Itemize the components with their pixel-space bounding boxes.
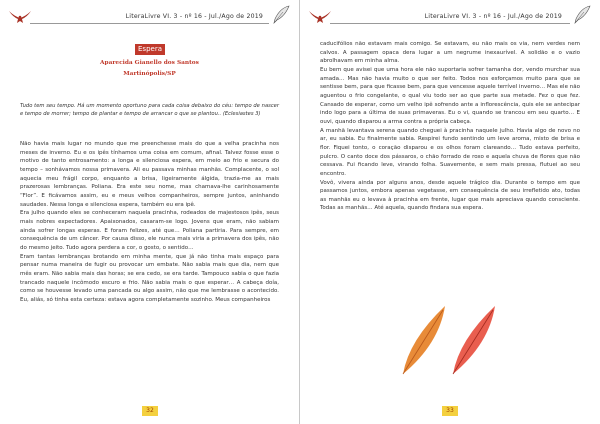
right-page <box>300 0 600 424</box>
epigraph: Tudo tem seu tempo. Há um momento oportuno para cada coisa debaixo do céu: tempo de nascer e tempo de morrer; tempo de plantar e tempo de arrancar o que se plantou.. (Eclesiastes 3) <box>20 103 279 117</box>
header-rule <box>330 23 570 24</box>
orange-feather-icon <box>403 306 445 374</box>
header-rule <box>30 23 269 24</box>
author-name: Aparecida Gianello dos Santos <box>100 60 199 66</box>
quill-icon <box>271 5 291 25</box>
author-place: Martinópolis/SP <box>123 71 176 77</box>
article-body <box>320 40 580 213</box>
page-number: 33 <box>442 406 458 416</box>
paragraph: Eram tantas lembranças brotando em minha mente, que já não tinha mais espaço para pensar numa maneira de fugir ou provocar um embate. Não sabia mais que dia, nem que mês eram. Não sabia mais das horas; se era cedo, se era tarde. Tampouco sabia o que fazia trancado naquele incômodo escuro e frio. Não sabia mais o que esperar… A cabeça doía, como se houvesse levado uma pancada ou algo assim, não que me lembrasse o acontecido. Eu, aliás, só tinha esta certeza: estava agora completamente sozinho. Meus companheiros <box>20 253 279 303</box>
red-feather-icon <box>453 306 495 374</box>
page-number: 32 <box>142 406 158 416</box>
paragraph: Não havia mais lugar no mundo que me preenchesse mais do que a velha pracinha nos meses de inverno. Eu e os ipês tínhamos uma coisa em comum, afinal. Talvez fosse esse o motivo de tanto entrosamento: a longa e silenciosa espera, em meio ao frio e secura do tempo – sonhávamos nossa primavera. Ali eu passava minhas manhãs. Complacente, o sol aquecia meu frágil corpo, enquanto a brisa, ligeiramente álgida, trazia-me as mais prazerosas lembranças. Poliana. Era este seu nome, mas chamava-lhe carinhosamente “Flor”. E ficávamos assim, eu e meus velhos companheiros, sempre juntos, aninhando saudades. Nessa longa e silenciosa espera, também eu era ipê. <box>20 141 279 208</box>
bird-emblem-icon <box>8 7 32 25</box>
bird-emblem-icon <box>308 7 332 25</box>
article-body <box>20 140 279 304</box>
feathers-icon <box>395 300 505 380</box>
paragraph: A manhã levantava serena quando cheguei à pracinha naquele julho. Havia algo de novo no ar, eu sabia. Eu finalmente sabia. Respirei fundo sentindo um leve aroma, misto de brisa e flor. Fiquei tonto, o coração disparou e os olhos foram clareando… Tudo estava perfeito, pulcro. O canto doce dos pássaros, o chão forrado de roxo e aquela chuva de flores que não cessava. Fui ficando leve, virando folha. Suavemente, e sem mais pressa, flutuei ao seu encontro. <box>320 127 580 177</box>
paragraph: caducifólios não estavam mais comigo. Se estavam, eu não mais os via, nem verdes nem calvos. A passagem opaca dera lugar a um negrume inexaurível. A solidão e o vazio abrolhavam em minha alma. <box>320 41 580 65</box>
paragraph: Era julho quando eles se conheceram naquela pracinha, rodeados de majestosos ipês, seus mais nobres expectadores. Apaixonados, casaram-se logo. Jovens que eram, não sabiam ainda sofrer longas esperas. E foram felizes, até que… Poliana partiria. Para sempre, em consequência de um câncer. Por causa disso, ele nunca mais viria a primavera dos ipês, não do mesmo jeito. Tudo agora perdera a cor, o gosto, o sentido… <box>20 210 279 251</box>
header-text: LiteraLivre VI. 3 - nº 16 - Jul./Ago de 2019 <box>424 13 562 20</box>
paragraph: Eu bem que avisei que uma hora ele não suportaria sofrer tamanha dor, vendo murchar sua amada… Mas não havia muito o que ser feito. Todos nos esforçamos muito para que se sentisse bem, para que ficasse bem, para que vencesse aquele terrível inverno… Mas ele não aguentou o frio congelante, o qual viu todo ser ao que parte sua metade. Fez o que fez. Cansado de esperar, como um velho ipê sofrendo ante a inflorescência, quis ele se antecipar indo logo para a última de suas primaveras. Eu o vi, quando se trancou em seu quarto… E ouvi, quando disparou a arma contra a própria cabeça. <box>320 66 580 125</box>
quill-icon <box>572 5 592 25</box>
page-header <box>308 5 592 29</box>
paragraph: Vovô, vivera ainda por alguns anos, desde aquele trágico dia. Durante o tempo em que passamos juntos, embora apenas vegetasse, em consequência de seu irrefletido ato, todas as manhãs eu o levava à pracinha em frente, lugar que mais apreciava quando consciente. Todas as manhãs… Até aquela, quando findara sua espera. <box>320 179 580 212</box>
article-title: Espera <box>135 44 165 55</box>
header-text: LiteraLivre VI. 3 - nº 16 - Jul./Ago de 2019 <box>125 13 263 20</box>
page-header <box>8 5 291 29</box>
